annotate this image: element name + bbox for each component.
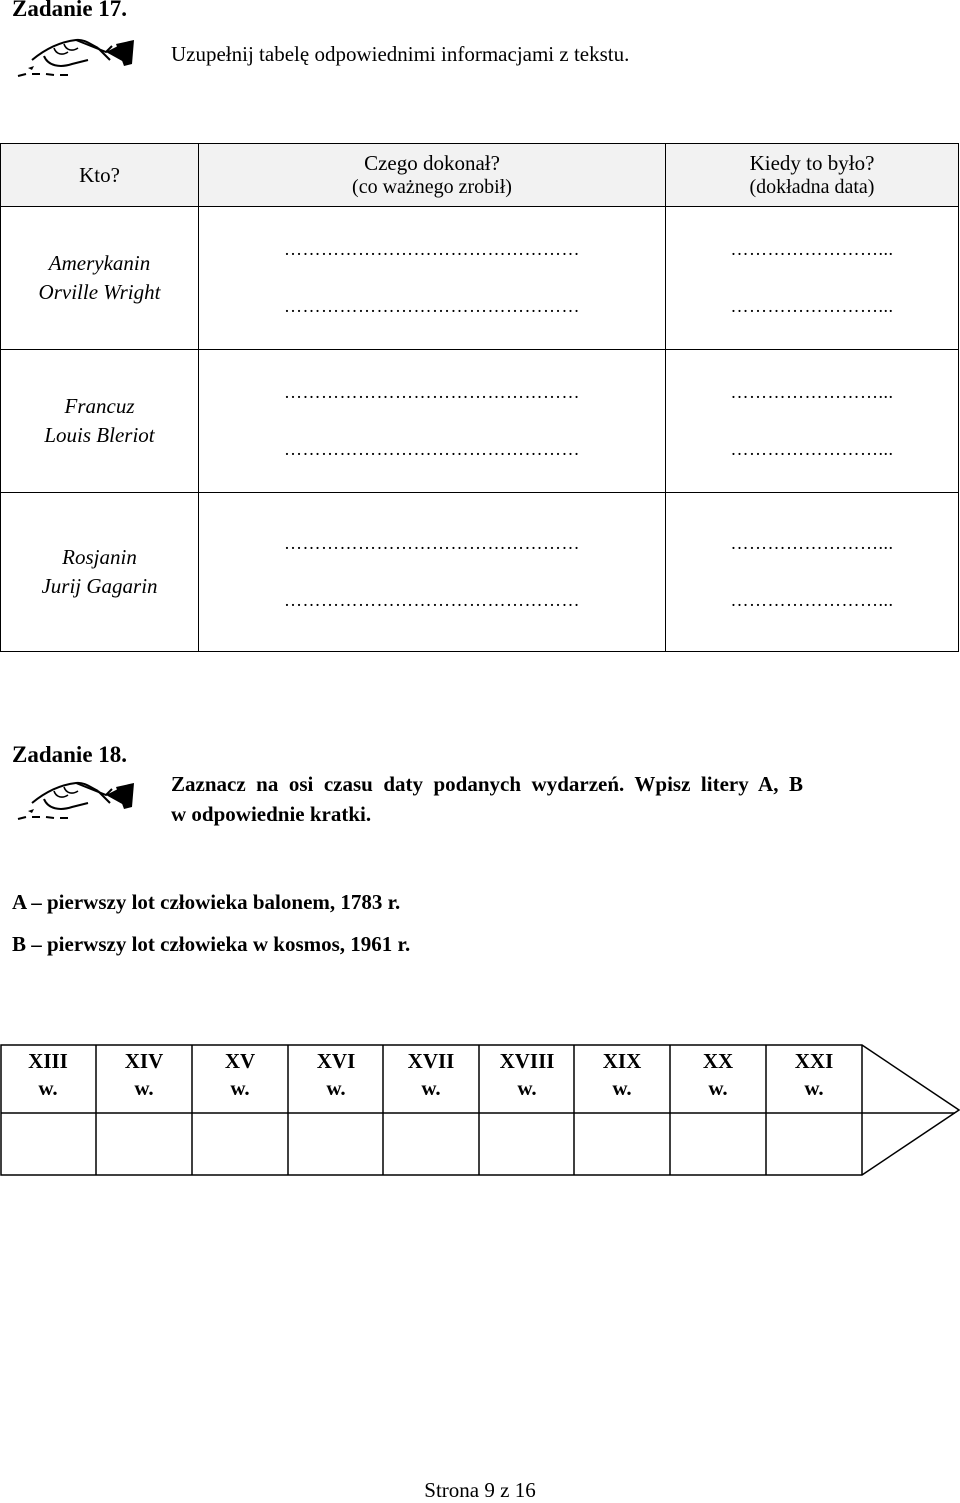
person-cell [1, 350, 199, 493]
century-label-xv [192, 1048, 288, 1102]
timeline-answer-box[interactable] [288, 1114, 383, 1175]
timeline-answer-box[interactable] [670, 1114, 766, 1175]
century-roman: XVI [316, 1049, 356, 1073]
date-answer-field[interactable] [666, 207, 959, 350]
table-header-row [1, 144, 959, 207]
event-a: A – pierwszy lot człowieka balonem, 1783 r. [12, 890, 401, 914]
header-when [666, 144, 959, 207]
answer-line: ………………………………………… [284, 382, 580, 402]
achievement-answer-field[interactable] [199, 493, 666, 652]
century-suffix: w. [134, 1076, 154, 1100]
person-nationality: Amerykanin [48, 251, 151, 275]
century-suffix: w. [326, 1076, 346, 1100]
century-suffix: w. [708, 1076, 728, 1100]
answer-line: ……………………... [730, 590, 894, 610]
header-what-main: Czego dokonał? [364, 151, 500, 175]
century-label-xviii [479, 1048, 575, 1102]
century-roman: XV [224, 1049, 256, 1073]
date-answer-field[interactable] [666, 350, 959, 493]
task17-title: Zadanie 17. [12, 0, 128, 21]
century-suffix: w. [517, 1076, 537, 1100]
century-suffix: w. [38, 1076, 58, 1100]
timeline-answer-box[interactable] [96, 1114, 192, 1175]
century-roman: XVII [407, 1049, 455, 1073]
answer-line: ………………………………………… [284, 533, 580, 553]
century-label-xxi [766, 1048, 862, 1102]
century-label-xvi [288, 1048, 384, 1102]
person-nationality: Francuz [64, 394, 135, 418]
info-table [0, 143, 959, 652]
person-name: Louis Bleriot [44, 423, 155, 447]
answer-line: ………………………………………… [284, 296, 580, 316]
person-name: Orville Wright [38, 280, 161, 304]
answer-line: ……………………... [730, 296, 894, 316]
answer-line: ………………………………………… [284, 239, 580, 259]
century-roman: XVIII [499, 1049, 555, 1073]
century-label-xix [574, 1048, 670, 1102]
achievement-answer-field[interactable] [199, 207, 666, 350]
century-label-xiii [0, 1048, 96, 1102]
answer-line: ……………………... [730, 239, 894, 259]
century-label-xiv [96, 1048, 192, 1102]
header-when-main: Kiedy to było? [749, 151, 875, 175]
century-roman: XIV [124, 1049, 164, 1073]
century-suffix: w. [230, 1076, 250, 1100]
table-row [1, 207, 959, 350]
person-nationality: Rosjanin [62, 545, 137, 569]
table-row [1, 493, 959, 652]
century-suffix: w. [421, 1076, 441, 1100]
header-who: Kto? [1, 144, 199, 207]
page-number: Strona 9 z 16 [424, 1478, 536, 1502]
date-answer-field[interactable] [666, 493, 959, 652]
century-suffix: w. [612, 1076, 632, 1100]
answer-line: ……………………... [730, 533, 894, 553]
answer-line: ………………………………………… [284, 590, 580, 610]
header-what-sub: (co ważnego zrobił) [352, 176, 512, 198]
timeline-answer-box[interactable] [192, 1114, 288, 1175]
century-roman: XX [702, 1049, 734, 1073]
century-roman: XXI [794, 1049, 834, 1073]
task17-instruction: Uzupełnij tabelę odpowiednimi informacjami z tekstu. [171, 42, 630, 66]
timeline-answer-box[interactable] [766, 1114, 862, 1175]
event-b: B – pierwszy lot człowieka w kosmos, 1961 r. [12, 932, 411, 956]
achievement-answer-field[interactable] [199, 350, 666, 493]
task18-instruction-line1: Zaznacz na osi czasu daty podanych wydarzeń. Wpisz litery A, B [171, 772, 803, 796]
century-roman: XIII [28, 1049, 68, 1073]
person-name: Jurij Gagarin [41, 574, 158, 598]
century-suffix: w. [804, 1076, 824, 1100]
timeline-answer-box[interactable] [1, 1114, 96, 1175]
century-label-xvii [383, 1048, 479, 1102]
writing-hand-icon [14, 30, 140, 82]
answer-line: ……………………... [730, 382, 894, 402]
timeline-answer-box[interactable] [479, 1114, 574, 1175]
answer-line: ………………………………………… [284, 439, 580, 459]
task18-title: Zadanie 18. [12, 742, 128, 767]
table-row [1, 350, 959, 493]
century-label-xx [670, 1048, 766, 1102]
timeline-answer-box[interactable] [383, 1114, 479, 1175]
header-when-sub: (dokładna data) [749, 176, 875, 198]
century-roman: XIX [602, 1049, 642, 1073]
answer-line: ……………………... [730, 439, 894, 459]
task18-instruction-line2: w odpowiednie kratki. [171, 802, 372, 826]
header-what [199, 144, 666, 207]
timeline-answer-box[interactable] [574, 1114, 670, 1175]
person-cell [1, 493, 199, 652]
person-cell [1, 207, 199, 350]
writing-hand-icon [14, 773, 140, 825]
